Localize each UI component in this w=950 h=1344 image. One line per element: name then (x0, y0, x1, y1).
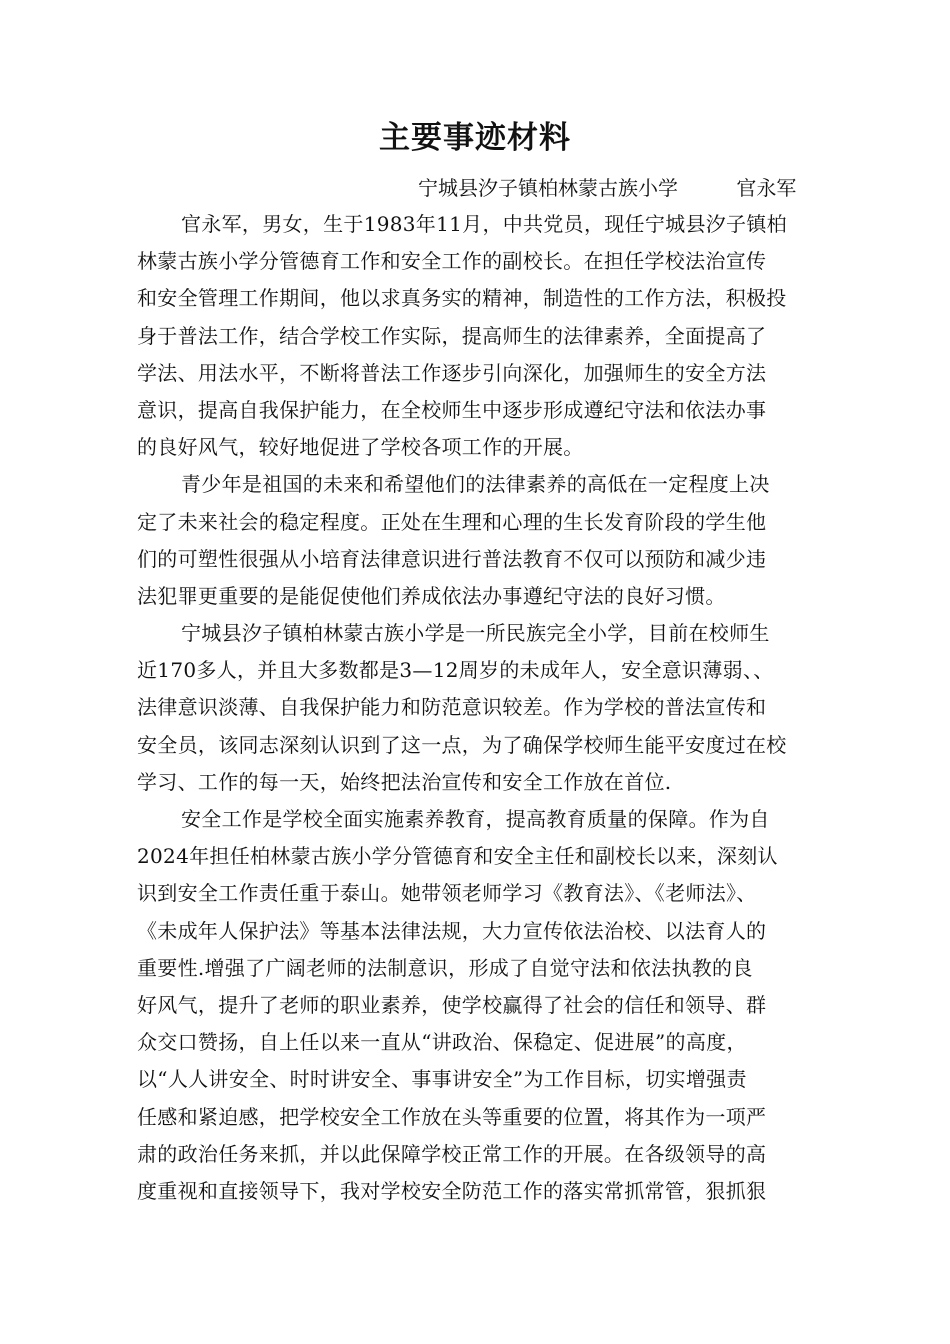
paragraph-4-line: 度重视和直接领导下，我对学校安全防范工作的落实常抓常管，狠抓狠 (137, 1178, 767, 1203)
paragraph-3-line: 安全员，该同志深刻认识到了这一点，为了确保学校师生能平安度过在校 (137, 732, 787, 757)
paragraph-2-line: 们的可塑性很强从小培育法律意识进行普法教育不仅可以预防和减少违 (137, 546, 767, 571)
byline-author: 官永军 (736, 176, 797, 200)
paragraph-1-line: 的良好风气，较好地促进了学校各项工作的开展。 (137, 435, 584, 460)
paragraph-2-line: 青少年是祖国的未来和希望他们的法律素养的高低在一定程度上决 (181, 472, 770, 497)
paragraph-3-line: 近170多人，并且大多数都是3—12周岁的未成年人，安全意识薄弱、、 (137, 658, 774, 683)
paragraph-2-line: 定了未来社会的稳定程度。正处在生理和心理的生长发育阶段的学生他 (137, 509, 767, 534)
paragraph-1-line: 官永军，男女，生于1983年11月，中共党员，现任宁城县汐子镇柏 (181, 212, 787, 236)
paragraph-4-line: 2024年担任柏林蒙古族小学分管德育和安全主任和副校长以来，深刻认 (137, 844, 778, 869)
byline (418, 172, 796, 201)
paragraph-3-line: 宁城县汐子镇柏林蒙古族小学是一所民族完全小学，目前在校师生 (181, 621, 770, 646)
paragraph-2-line: 法犯罪更重要的是能促使他们养成依法办事遵纪守法的良好习惯。 (137, 583, 726, 608)
paragraph-4-line: 众交口赞扬，自上任以来一直从“讲政治、保稳定、促进展”的高度， (137, 1030, 747, 1055)
byline-organization: 宁城县汐子镇柏林蒙古族小学 (418, 176, 678, 200)
paragraph-4-line: 安全工作是学校全面实施素养教育，提高教育质量的保障。作为自 (181, 807, 770, 831)
document-body (137, 206, 837, 1210)
paragraph-1-line: 身于普法工作，结合学校工作实际，提高师生的法律素养，全面提高了 (137, 323, 767, 348)
paragraph-4-line: 《未成年人保护法》等基本法律法规，大力宣传依法治校、以法育人的 (137, 918, 767, 943)
paragraph-3-line: 学习、工作的每一天，始终把法治宣传和安全工作放在首位. (137, 769, 672, 794)
paragraph-4-line: 以“人人讲安全、时时讲安全、事事讲安全”为工作目标，切实增强责 (137, 1067, 747, 1092)
paragraph-4-line: 好风气，提升了老师的职业素养，使学校赢得了社会的信任和领导、群 (137, 992, 767, 1017)
paragraph-4-line: 识到安全工作责任重于泰山。她带领老师学习《教育法》、《老师法》、 (137, 881, 757, 906)
paragraph-1-line: 意识，提高自我保护能力，在全校师生中逐步形成遵纪守法和依法办事 (137, 397, 767, 422)
paragraph-4-line: 肃的政治任务来抓，并以此保障学校正常工作的开展。在各级领导的高 (137, 1141, 767, 1166)
paragraph-1-line: 学法、用法水平，不断将普法工作逐步引向深化，加强师生的安全方法 (137, 360, 767, 385)
paragraph-3-line: 法律意识淡薄、自我保护能力和防范意识较差。作为学校的普法宣传和 (137, 695, 767, 720)
paragraph-4-line: 重要性.增强了广阔老师的法制意识，形成了自觉守法和依法执教的良 (137, 955, 753, 980)
paragraph-1-line: 和安全管理工作期间，他以求真务实的精神，制造性的工作方法，积极投 (137, 286, 787, 311)
paragraph-4-line: 任感和紧迫感，把学校安全工作放在头等重要的位置，将其作为一项严 (137, 1104, 767, 1129)
document-title: 主要事迹材料 (379, 120, 571, 156)
paragraph-1-line: 林蒙古族小学分管德育工作和安全工作的副校长。在担任学校法治宣传 (137, 249, 767, 274)
